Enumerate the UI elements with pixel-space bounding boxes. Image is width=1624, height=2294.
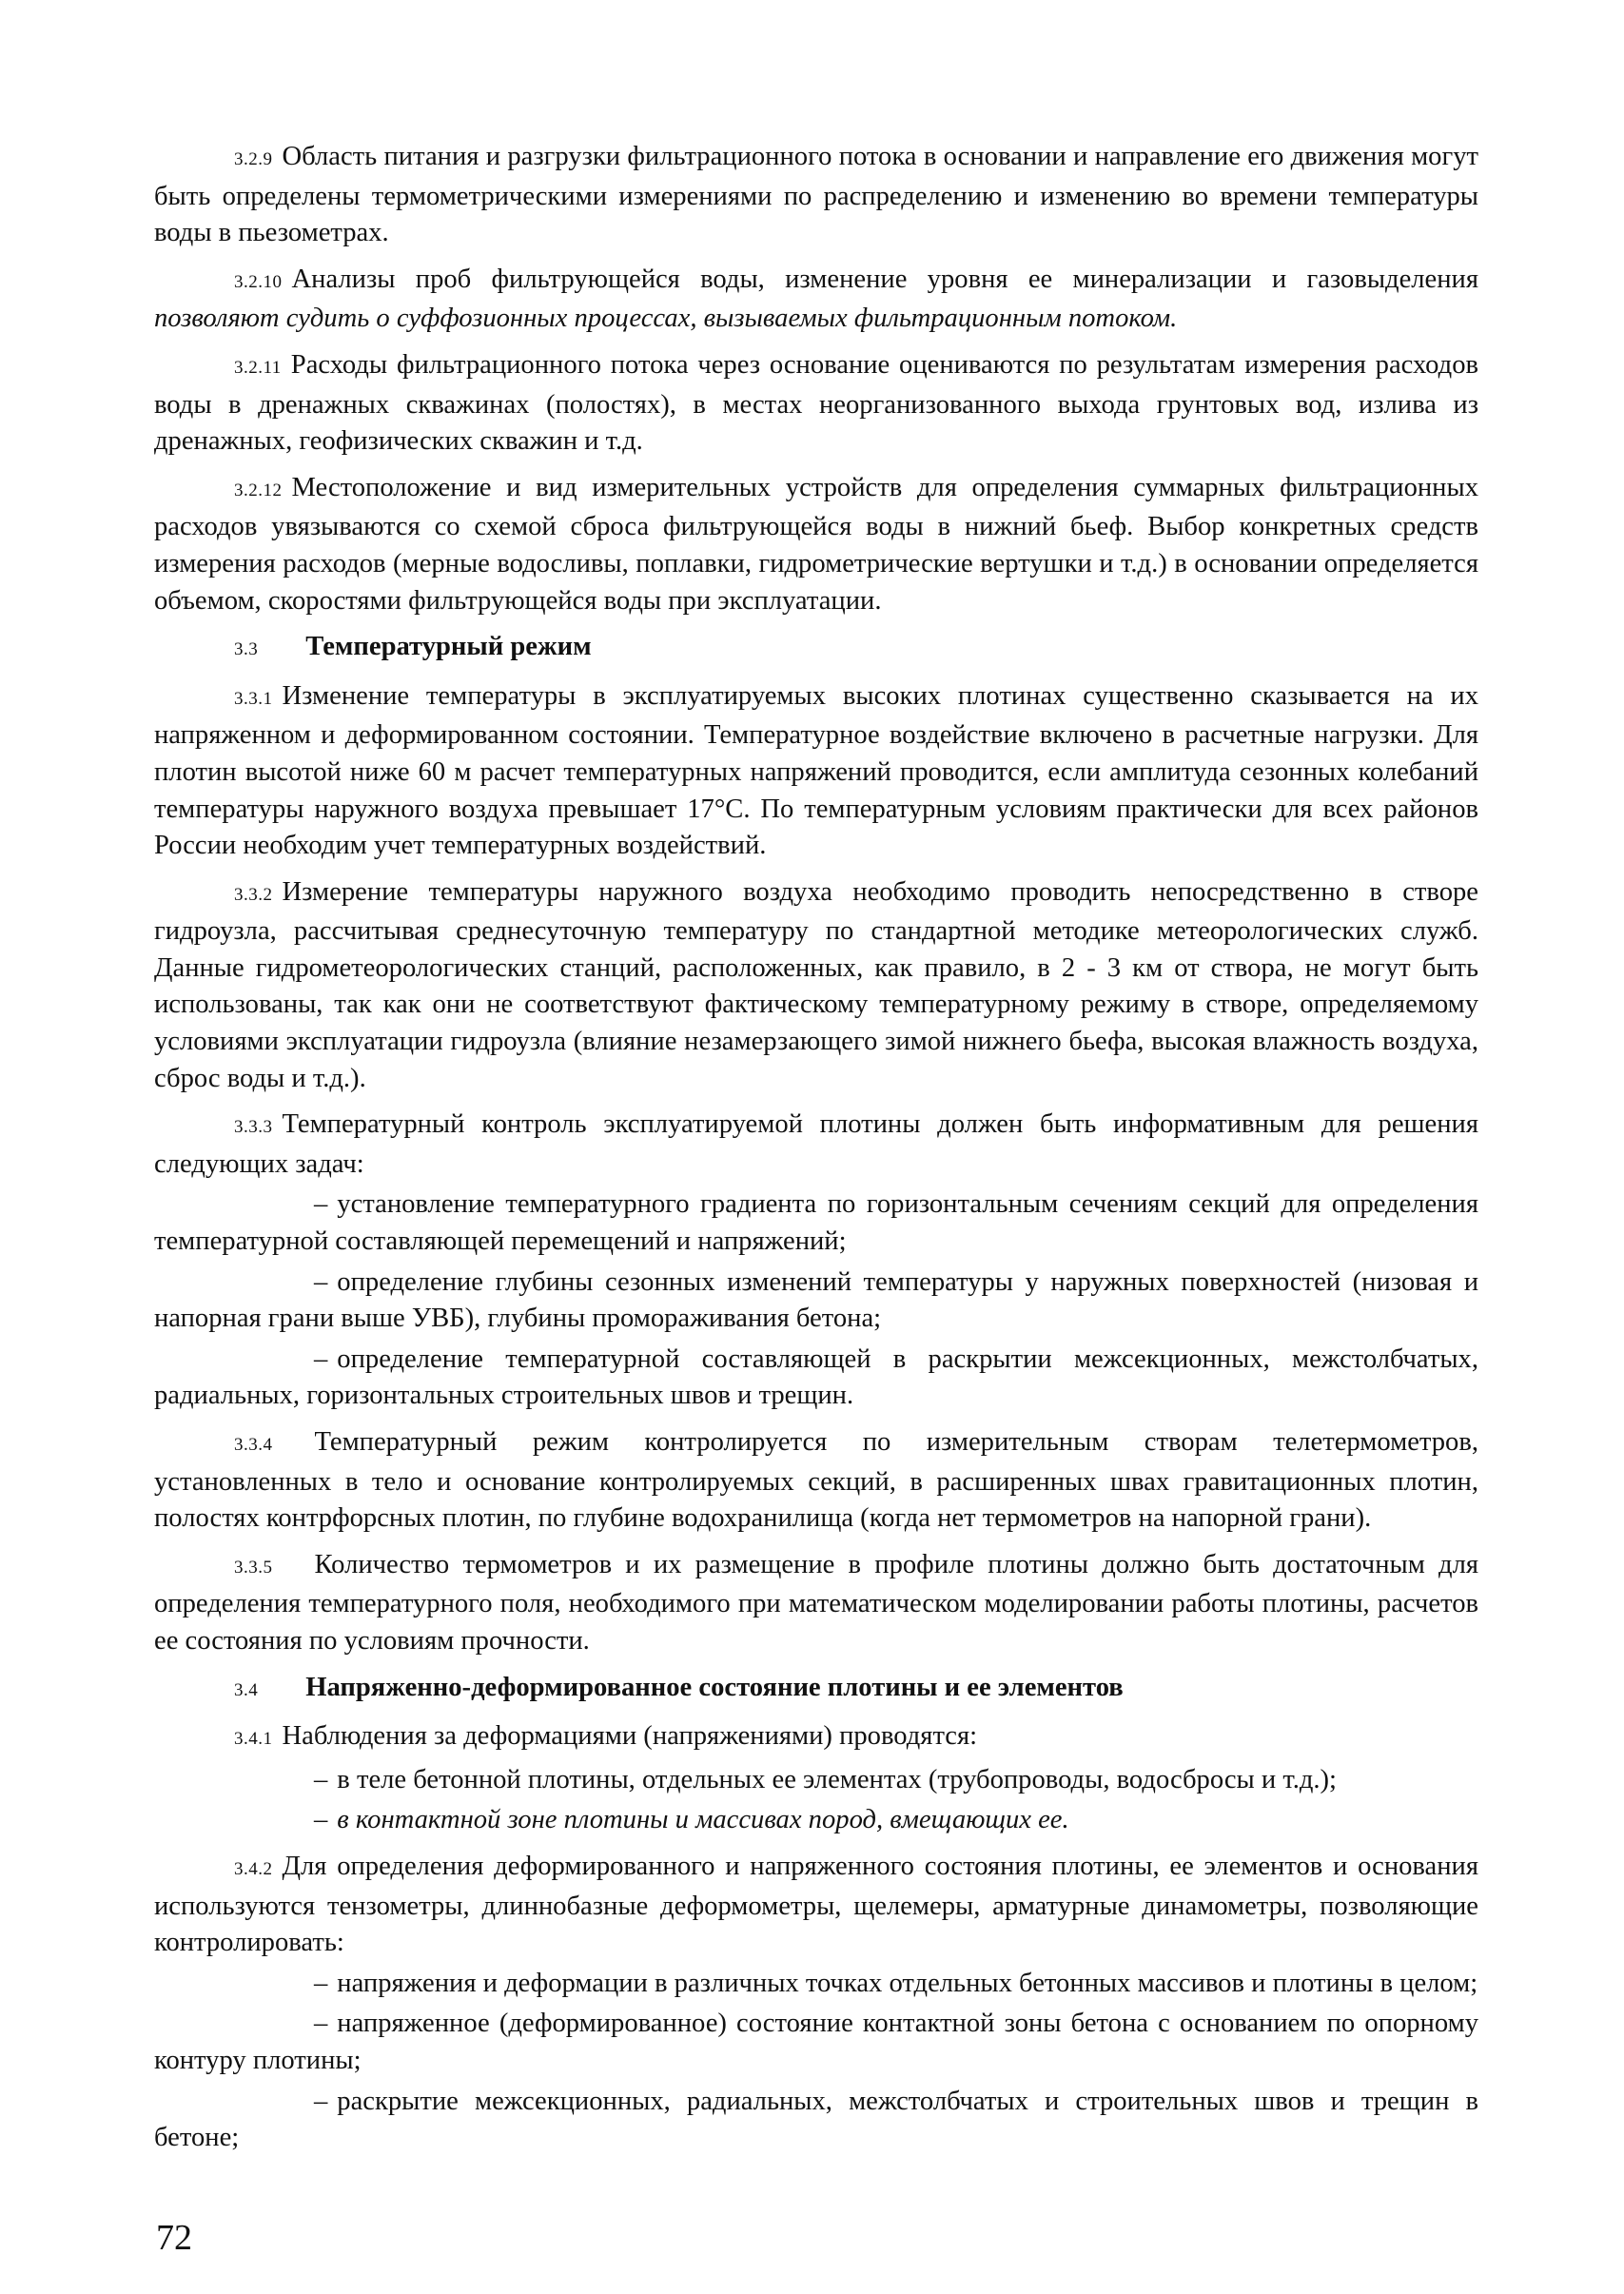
list-item-text: напряженное (деформированное) состояние контактной зоны бетона с основанием по опорному контуру плотины; [154,2009,1478,2075]
section-title: Напряженно-деформированное состояние плотины и ее элементов [305,1672,1124,1702]
clause-number: 3.4.2 [234,1858,273,1879]
paragraph-3-4-1 [154,1718,1478,1758]
clause-number: 3.3.3 [234,1117,273,1138]
list-item-text: напряжения и деформации в различных точках отдельных бетонных массивов и плотины в целом; [337,1968,1478,1998]
page-number: 72 [156,2218,192,2258]
paragraph-3-2-9 [154,139,1478,252]
list-item [154,1802,1478,1839]
paragraph-3-2-12 [154,470,1478,619]
list-item-text: в теле бетонной плотины, отдельных ее элементах (трубопроводы, водосбросы и т.д.); [337,1764,1338,1794]
list-item-text: раскрытие межсекционных, радиальных, межстолбчатых и строительных швов и трещин в бетоне; [154,2086,1478,2153]
list-item-text: определение температурной составляющей в раскрытии межсекционных, межстолбчатых, радиальных, горизонтальных строительных швов и трещин. [154,1343,1478,1411]
dash-marker: – [314,1266,328,1297]
paragraph-text: Изменение температуры в эксплуатируемых высоких плотинах существенно сказывается на их напряженном и деформированном состоянии. Температурное воздействие включено в расчетные нагрузки. Для плотин высотой ниже 60 м расчет температурных напряжений проводится, если амплитуда сезонных колебаний температуры наружного воздуха превышает 17°С. По температурным условиям практически для всех районов России необходим учет температурных воздействий. [154,680,1478,861]
clause-number: 3.3.1 [234,688,273,709]
list-item [154,2006,1478,2079]
paragraph-text: Расходы фильтрационного потока через основание оцениваются по результатам измерения расходов воды в дренажных скважинах (полостях), в местах неорганизованного выхода грунтовых вод, излива из дренажных, геофизических скважин и т.д. [154,349,1478,457]
paragraph-text: Анализы проб фильтрующейся воды, изменение уровня ее минерализации и газовыделения [291,264,1478,294]
paragraph-3-4-2 [154,1849,1478,1962]
paragraph-3-3-3 [154,1107,1478,1183]
dash-marker: – [314,2009,328,2039]
paragraph-text-italic: позволяют судить о суффозионных процессах, вызываемых фильтрационным потоком. [154,304,1178,334]
paragraph-3-2-10 [154,262,1478,338]
dash-marker: – [314,1968,328,1998]
clause-number: 3.2.12 [234,480,283,500]
list-item [154,1966,1478,2003]
list-item [154,1265,1478,1338]
paragraph-3-3-2 [154,874,1478,1098]
clause-number: 3.4.1 [234,1729,273,1750]
paragraph-3-3-1 [154,678,1478,865]
paragraph-text: Температурный контроль эксплуатируемой плотины должен быть информативным для решения следующих задач: [154,1109,1478,1179]
section-title: Температурный режим [305,632,592,662]
clause-number: 3.3.5 [234,1557,273,1578]
paragraph-text: Измерение температуры наружного воздуха необходимо проводить непосредственно в створе гидроузла, рассчитывая среднесуточную температуру по стандартной методике метеорологических служб. Данные гидрометеорологических станций, расположенных, как правило, в 2 - 3 км от створа, не могут быть использованы, так как они не соответствуют фактическому температурному режиму в створе, определяемому условиями эксплуатации гидроузла (влияние незамерзающего зимой нижнего бьефа, высокая влажность воздуха, сброс воды и т.д.). [154,876,1478,1093]
dash-marker: – [314,2086,328,2116]
paragraph-text: Наблюдения за деформациями (напряжениями) проводятся: [282,1721,978,1752]
paragraph-text: Количество термометров и их размещение в профиле плотины должно быть достаточным для определения температурного поля, необходимого при математическом моделировании работы плотины, расчетов ее состояния по условиям прочности. [154,1549,1478,1656]
section-number: 3.4 [234,1679,259,1700]
clause-number: 3.2.9 [234,149,273,169]
clause-number: 3.2.11 [234,357,282,378]
section-heading-3-4 [154,1670,1478,1710]
list-item [154,1186,1478,1260]
list-item [154,1762,1478,1799]
paragraph-text: Температурный режим контролируется по измерительным створам телетермометров, установленных в тело и основание контролируемых секций, в расширенных швах гравитационных плотин, полостях контрфорсных плотин, по глубине водохранилища (когда нет термометров на напорной грани). [154,1427,1478,1534]
list-item-text: определение глубины сезонных изменений температуры у наружных поверхностей (низовая и напорная грани выше УВБ), глубины промораживания бетона; [154,1266,1478,1334]
paragraph-text: Область питания и разгрузки фильтрационного потока в основании и направление его движения могут быть определены термометрическими измерениями по распределению и изменению во времени температуры воды в пьезометрах. [154,142,1478,248]
paragraph-3-3-5 [154,1547,1478,1660]
clause-number: 3.2.10 [234,271,283,292]
section-number: 3.3 [234,639,259,660]
clause-number: 3.3.2 [234,884,273,905]
dash-marker: – [314,1343,328,1374]
list-item [154,2084,1478,2157]
dash-marker: – [314,1189,328,1220]
list-item-text: в контактной зоне плотины и массивах пород, вмещающих ее. [337,1805,1069,1835]
paragraph-3-3-4 [154,1424,1478,1538]
list-item [154,1342,1478,1415]
clause-number: 3.3.4 [234,1435,273,1455]
list-item-text: установление температурного градиента по горизонтальным сечениям секций для определения температурной составляющей перемещений и напряжений; [154,1189,1478,1257]
dash-marker: – [314,1764,328,1794]
page-body [154,139,1478,2161]
paragraph-text: Для определения деформированного и напряженного состояния плотины, ее элементов и основания используются тензометры, длиннобазные деформометры, щелемеры, арматурные динамометры, позволяющие контролировать: [154,1851,1478,1958]
dash-marker: – [314,1805,328,1835]
section-heading-3-3 [154,629,1478,669]
paragraph-3-2-11 [154,347,1478,461]
paragraph-text: Местоположение и вид измерительных устройств для определения суммарных фильтрационных расходов увязываются со схемой сброса фильтрующейся воды в нижний бьеф. Выбор конкретных средств измерения расходов (мерные водосливы, поплавки, гидрометрические вертушки и т.д.) в основании определяется объемом, скоростями фильтрующейся воды при эксплуатации. [154,472,1478,616]
